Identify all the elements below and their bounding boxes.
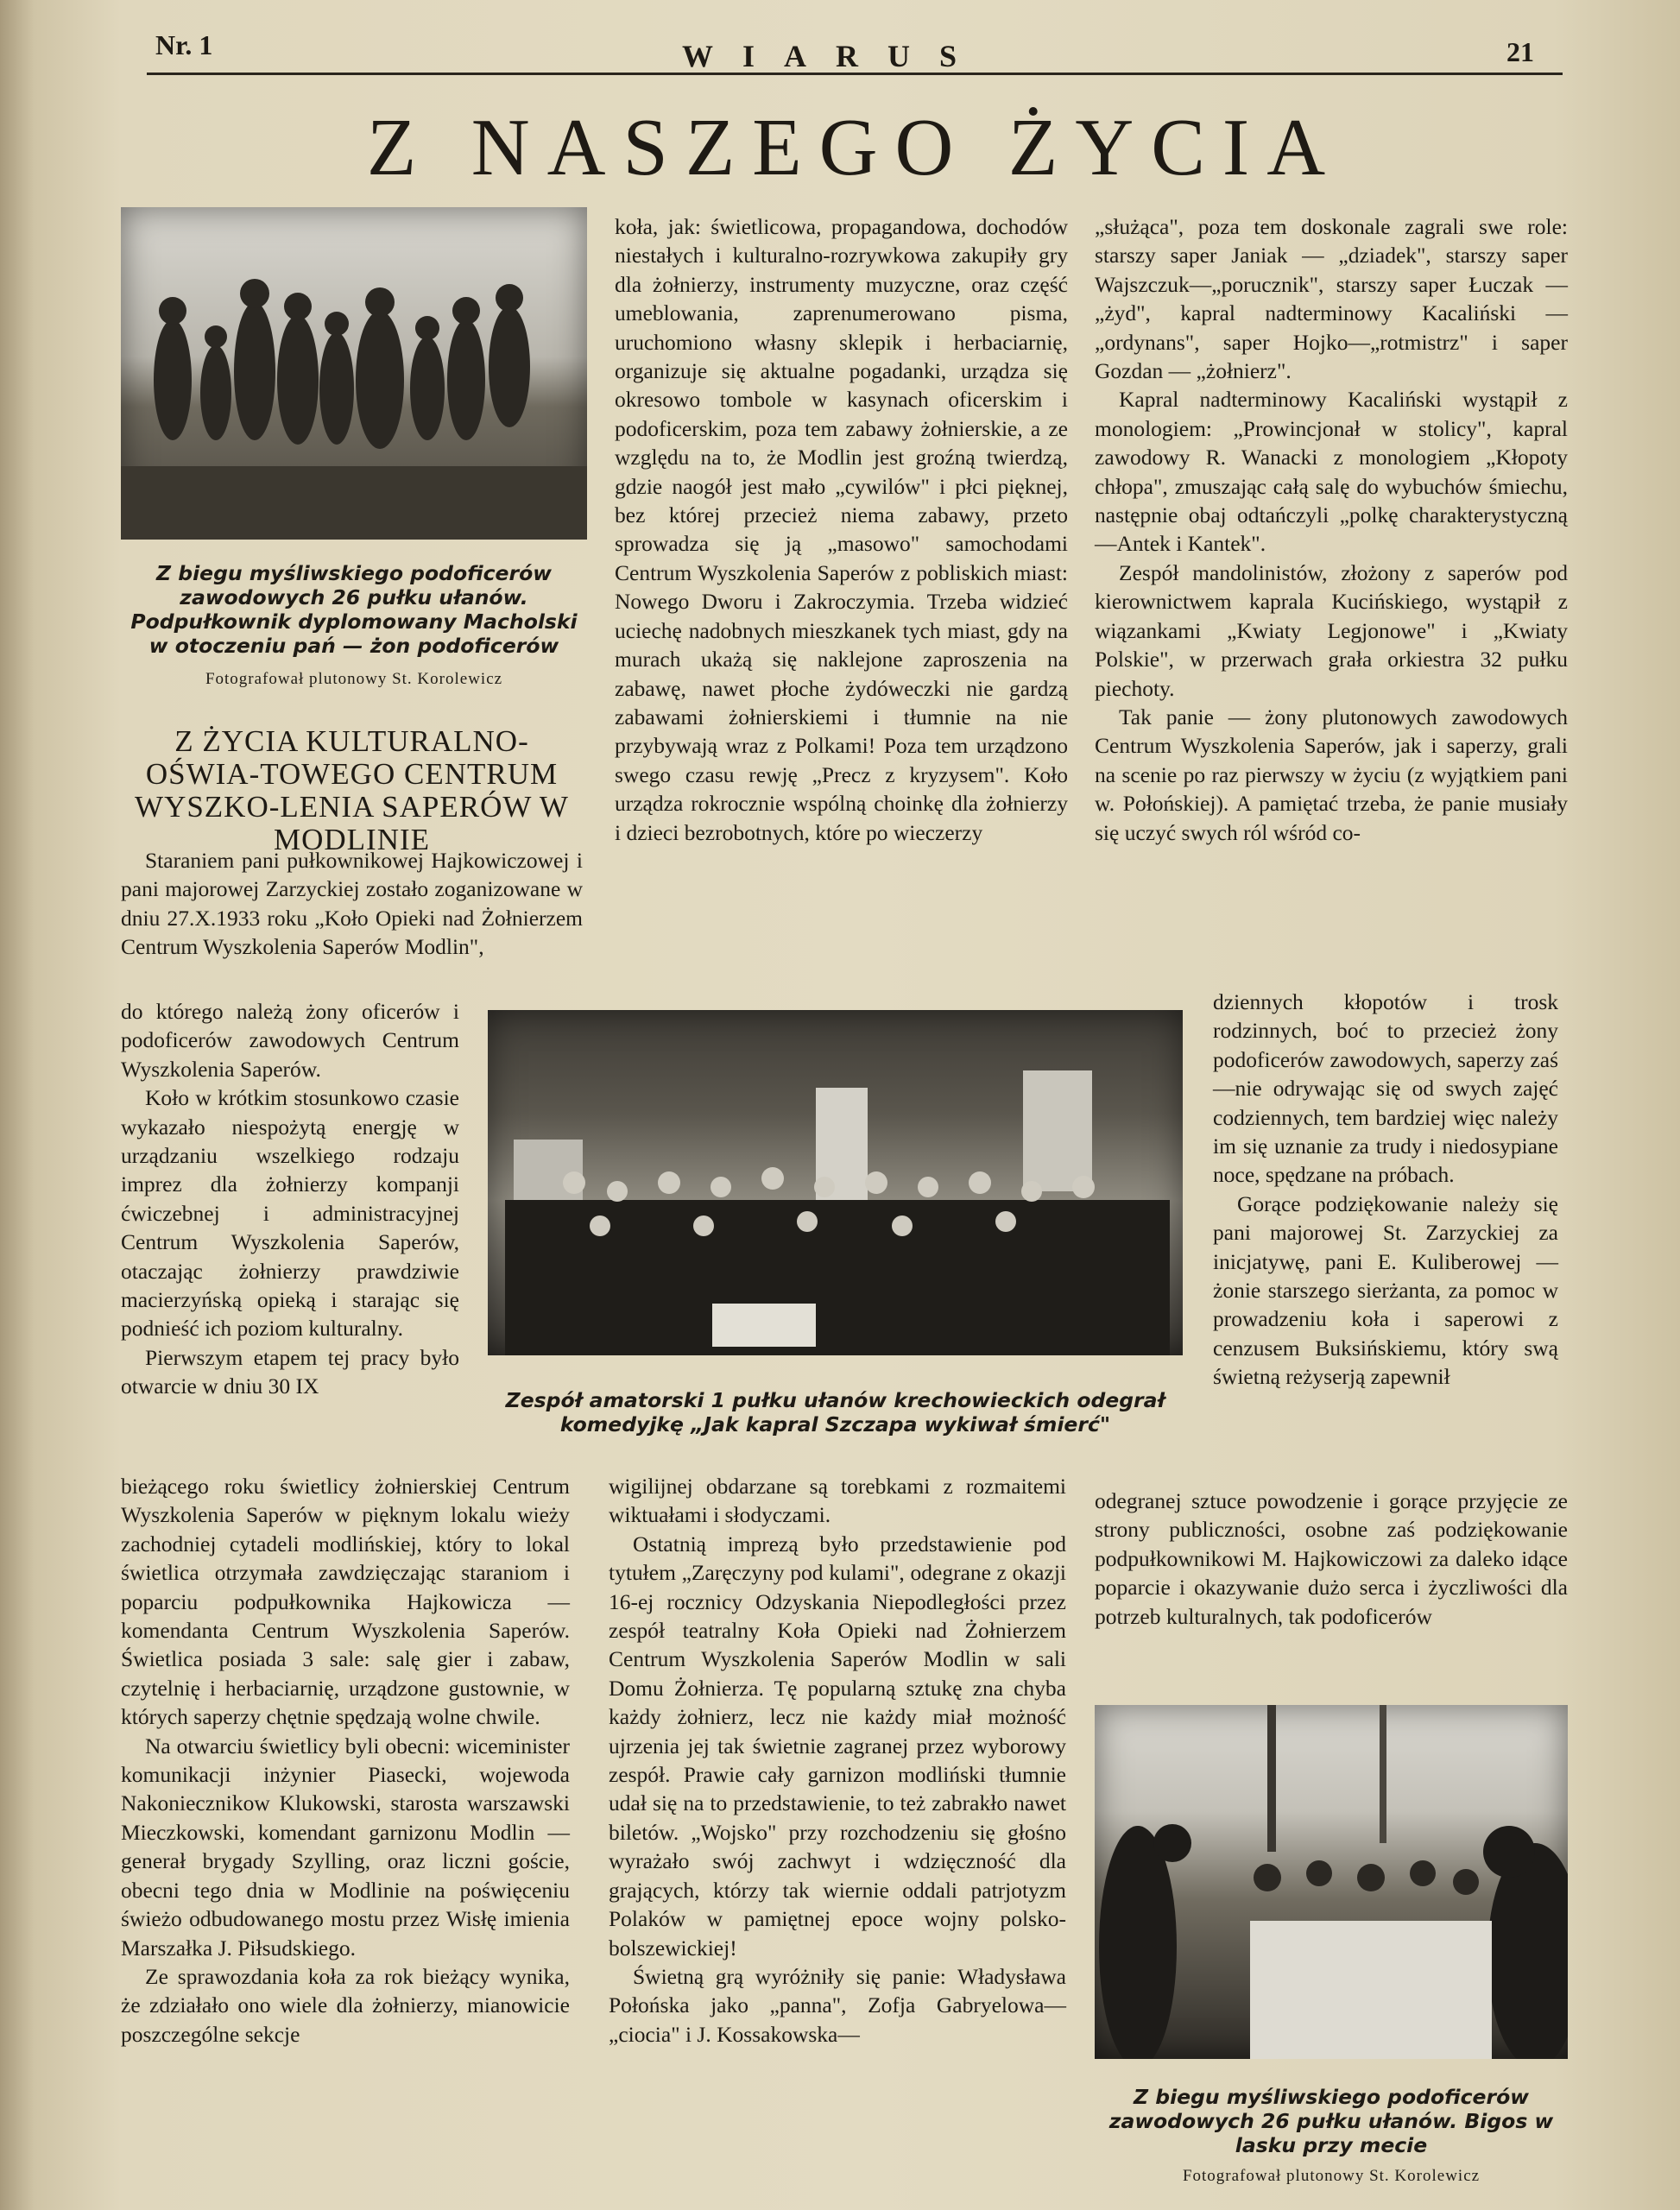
- column-3-top: [1095, 212, 1568, 847]
- paragraph: Świetną grą wyróżniły się panie: Władysława Połońska jako „panna", Zofja Gabryelowa—„ciocia" i J. Kossakowska—: [609, 1963, 1066, 2047]
- column-3-narrow: [1213, 988, 1558, 1392]
- paragraph: Ostatnią imprezą było przedstawienie pod tytułem „Zaręczyny pod kulami", odegrane z okazji 16-ej rocznicy Odzyskania Niepodległości przez zespół teatralny Koła Opieki nad Żołnierzem Centrum Wyszkolenia Saperów Modlin w sali Domu Żołnierza. Tę popularną sztukę zna chyba każdy żołnierz, lecz nie każdy miał możność ujrzenia jej tak świetnie zagranej przez wyborowy zespół. Prawie cały garnizon modliński tłumnie udał się na to przedstawienie, to też zabrakło nawet biletów. „Wojsko" przy rozchodzeniu się głośno wyrażało swój zachwyt i wdzięczność dla grających, którzy tak wiernie oddali patrjotyzm Polaków w pamiętnej epoce wojny polsko-bolszewickiej!: [609, 1531, 1066, 1961]
- paragraph: Kapral nadterminowy Kacaliński wystąpił z monologiem: „Prowincjonał w stolicy", kapral zawodowy R. Wanacki z monologiem „Kłopoty chłopa", zmuszając całą salę do wybuchów śmiechu, następnie obaj odtańczyli „polkę charakterystyczną—Antek i Kantek".: [1095, 387, 1568, 557]
- photo-theatre-group-caption: Zespół amatorski 1 pułku ułanów krechowieckich odegrał komedyjkę „Jak kapral Szczapa wykiwał śmierć": [505, 1388, 1165, 1436]
- paragraph: odegranej sztuce powodzenie i gorące przyjęcie ze strony publiczności, osobne zaś podziękowanie podpułkownikowi M. Hajkowiczowi za daleko idące poparcie i okazywanie dużo serca i życzliwości dla potrzeb kulturalnych, tak podoficerów: [1095, 1488, 1568, 1629]
- paragraph: Staraniem pani pułkownikowej Hajkowiczowej i pani majorowej Zarzyckiej zostało zoganizowane w dniu 27.X.1933 roku „Koło Opieki nad Żołnierzem Centrum Wyszkolenia Saperów Modlin",: [121, 848, 583, 960]
- column-2-bottom: [609, 1472, 1066, 2049]
- photo-hunting-group-credit: Fotografował plutonowy St. Korolewicz: [205, 670, 503, 688]
- paragraph: Tak panie — żony plutonowych zawodowych Centrum Wyszkolenia Saperów, jak i saperzy, grali na scenie po raz pierwszy w życiu (z wyjątkiem pani w. Połońskiej). A pamiętać trzeba, że panie musiały się uczyć swych ról wśród co-: [1095, 704, 1568, 845]
- paragraph: Ze sprawozdania koła za rok bieżący wynika, że zdziałało ono wiele dla żołnierzy, mianowicie poszczególne sekcje: [121, 1963, 570, 2047]
- photo-theatre-group-figures: [488, 1010, 1183, 1355]
- paragraph: Gorące podziękowanie należy się pani majorowej St. Zarzyckiej za inicjatywę, pani E. Kuliberowej — żonie starszego sierżanta, za pomoc w prowadzeniu koła i saperowi z cenzusem Buksińskiemu, który swą świetną reżyserją zapewnił: [1213, 1190, 1558, 1390]
- photo-picnic-figures: [1095, 1705, 1568, 2059]
- paragraph: koła, jak: świetlicowa, propagandowa, dochodów niestałych i kulturalno-rozrywkowa zakupiły gry dla żołnierzy, instrumenty muzyczne, oraz część umeblowania, zaprenumerowano pisma, uruchomiono własny sklepik i herbaciarnię, organizuje się aktualne pogadanki, urządza się okresowo tombole w kasynach oficerskim i podoficerskim, poza tem zabawy żołnierskie, a ze względu na to, że Modlin jest groźną twierdzą, gdzie naogół jest mało „cywilów" i płci pięknej, bez której przecież niema zabawy, przeto sprowadza się ją „masowo" samochodami Centrum Wyszkolenia Saperów z pobliskich miast: Nowego Dworu i Zakroczymia. Trzeba widzieć uciechę nadobnych mieszkanek tych miast, gdy na murach ukażą się naklejone zaproszenia na zabawę, nawet płoche żydóweczki nie gardzą zabawami żołnierskiemi i tłumnie na nie przybywają wraz z Polkami! Poza tem urządzono swego czasu rewję „Precz z kryzysem". Koło urządza rokrocznie wspólną choinkę dla żołnierzy i dzieci bezrobotnych, które po wieczerzy: [615, 214, 1068, 845]
- photo-hunting-group: [121, 207, 587, 540]
- photo-hunting-group-figures: [121, 207, 587, 540]
- photo-picnic-credit: Fotografował plutonowy St. Korolewicz: [1182, 2167, 1481, 2185]
- page-title: Z NASZEGO ŻYCIA: [366, 103, 1343, 193]
- paragraph: Koło w krótkim stosunkowo czasie wykazało niespożytą energję w urządzaniu wszelkiego rodzaju imprez dla żołnierzy kompanji ćwiczebnej i administracyjnej Centrum Wyszkolenia Saperów, otaczając żołnierzy prawdziwie macierzyńską opieką i starając się podnieść ich poziom kulturalny.: [121, 1085, 459, 1342]
- issue-number: Nr. 1: [155, 29, 213, 60]
- column-3-bottom: [1095, 1487, 1568, 1631]
- photo-hunting-group-caption: Z biegu myśliwskiego podoficerów zawodowych 26 pułku ułanów. Podpułkownik dyplomowany Macholski w otoczeniu pań — żon podoficerów: [130, 561, 578, 658]
- paragraph: dziennych kłopotów i trosk rodzinnych, boć to przecież żony podoficerów zawodowych, saperzy zaś—nie odrywając się od swych zajęć codziennych, tem bardziej więc należy im się uznanie za trudy i niedosypiane noce, spędzane na próbach.: [1213, 989, 1558, 1188]
- paragraph: Zespół mandolinistów, złożony z saperów pod kierownictwem kaprala Kucińskiego, wystąpił z wiązankami „Kwiaty Legjonowe" i „Kwiaty Polskie", w przerwach grała orkiestra 32 pułku piechoty.: [1095, 559, 1568, 701]
- paragraph: Pierwszym etapem tej pracy było otwarcie w dniu 30 IX: [121, 1344, 459, 1399]
- column-1-top: [121, 846, 583, 962]
- photo-picnic: [1095, 1705, 1568, 2059]
- page-number: 21: [1506, 36, 1534, 67]
- photo-theatre-group: [488, 1010, 1183, 1355]
- column-1-narrow: [121, 997, 459, 1401]
- magazine-name: WIARUS: [682, 39, 987, 73]
- column-2-top: [615, 212, 1068, 847]
- paragraph: bieżącego roku świetlicy żołnierskiej Centrum Wyszkolenia Saperów w pięknym lokalu wieży zachodniej cytadeli modlińskiej, który to lokal świetlica otrzymała zawdzięczając staraniom i poparciu podpułkownika Hajkowicza — komendanta Centrum Wyszkolenia Saperów. Świetlica posiada 3 sale: salę gier i zabaw, czytelnię i herbaciarnię, urządzone gustownie, w których saperzy chętnie spędzają wolne chwile.: [121, 1474, 570, 1730]
- paragraph: Na otwarciu świetlicy byli obecni: wiceminister komunikacji inżynier Piasecki, wojewoda Nakoniecznikow Klukowski, starosta warszawski Mieczkowski, komendant garnizonu Modlin — generał brygady Szylling, oraz liczni goście, obecni tego dnia w Modlinie na poświęceniu świeżo odbudowanego mostu przez Wisłę imienia Marszałka J. Piłsudskiego.: [121, 1733, 570, 1961]
- photo-picnic-caption: Z biegu myśliwskiego podoficerów zawodowych 26 pułku ułanów. Bigos w lasku przy mecie: [1108, 2085, 1554, 2157]
- header-rule: [147, 73, 1563, 75]
- paragraph: do którego należą żony oficerów i podoficerów zawodowych Centrum Wyszkolenia Saperów.: [121, 999, 459, 1082]
- paragraph: wigilijnej obdarzane są torebkami z rozmaitemi wiktuałami i słodyczami.: [609, 1474, 1066, 1528]
- paragraph: „służąca", poza tem doskonale zagrali swe role: starszy saper Janiak — „dziadek", starszy saper Wajszczuk—„porucznik", starszy saper Łuczak — „żyd", kapral nadterminowy Kacaliński — „ordynans", saper Hojko—„rotmistrz" i saper Gozdan — „żołnierz".: [1095, 214, 1568, 384]
- article-title: Z ŻYCIA KULTURALNO-OŚWIA-TOWEGO CENTRUM WYSZKO-LENIA SAPERÓW W MODLINIE: [135, 724, 569, 856]
- column-1-bottom: [121, 1472, 570, 2049]
